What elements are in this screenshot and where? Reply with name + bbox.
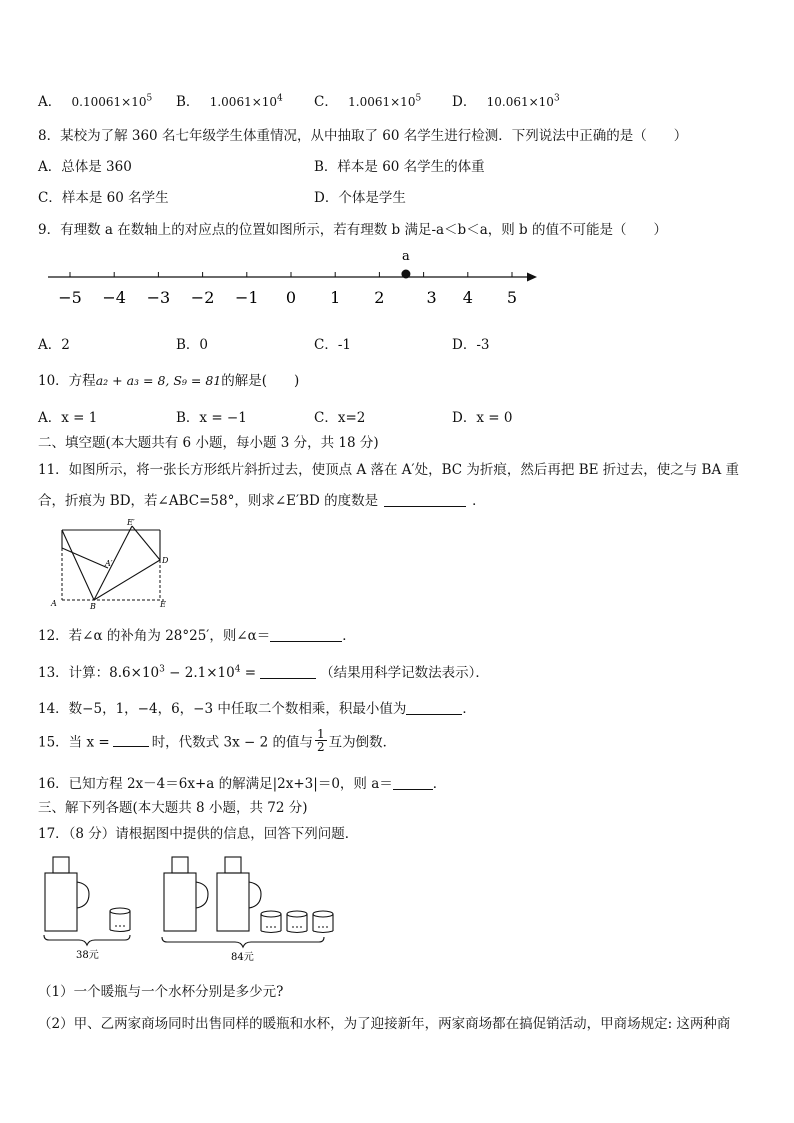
section-3-heading: 三、解下列各题(本大题共 8 小题，共 72 分): [38, 800, 308, 816]
q11-answer-blank[interactable]: [384, 494, 466, 507]
q8-stem: 8．某校为了解 360 名七年级学生体重情况，从中抽取了 60 名学生进行检测．下列说法中正确的是（ ）: [38, 128, 688, 144]
q8-option-d: D．个体是学生: [314, 190, 406, 206]
q7-option-b: B． $1.0061\times 10^4$: [176, 93, 283, 110]
point-a: [401, 270, 410, 279]
price-label-38: 38元: [76, 950, 99, 961]
number-line-tick-label: −3: [146, 288, 171, 307]
q15-answer-blank[interactable]: [113, 734, 149, 747]
q10-option-d: D．x = 0: [452, 410, 513, 426]
q14: 14．数−5，1，−4，6，−3 中任取二个数相乘，积最小值为 ．: [38, 701, 476, 717]
label-a-prime: A′: [105, 559, 113, 568]
section-2-heading: 二、填空题(本大题共有 6 小题，每小题 3 分，共 18 分): [38, 435, 379, 451]
q10-option-b: B．x = −1: [176, 410, 247, 426]
cup-icon: [110, 908, 130, 932]
q11-line2: 合，折痕为 BD，若∠ABC=58°，则求∠E′BD 的度数是 ．: [38, 493, 486, 509]
q8-option-c: C．样本是 60 名学生: [38, 190, 169, 206]
point-a-label: a: [402, 249, 410, 264]
number-line-tick-label: 1: [330, 288, 341, 307]
q16-answer-blank[interactable]: [393, 777, 433, 790]
number-line-tick-label: −1: [235, 288, 259, 307]
q9-option-b: B．0: [176, 337, 209, 353]
q17-stem: 17．（8 分）请根据图中提供的信息，回答下列问题．: [38, 826, 359, 842]
q16: 16．已知方程 2x－4＝6x+a 的解满足|2x+3|＝0，则 a＝ ．: [38, 776, 447, 792]
number-line-tick-label: 5: [506, 288, 518, 307]
label-e-prime: E′: [127, 518, 135, 527]
q8-option-b: B．样本是 60 名学生的体重: [314, 159, 485, 175]
q7-option-d: D． $10.061\times 10^3$: [452, 93, 560, 110]
q10-option-a: A．x = 1: [38, 410, 98, 426]
number-line-tick-label: 4: [462, 288, 473, 307]
price-label-84: 84元: [231, 952, 254, 963]
number-line-tick-label: −2: [190, 288, 215, 307]
cup-icon: [261, 911, 281, 933]
q12: 12．若∠α 的补角为 28°25′，则∠α＝ ．: [38, 628, 356, 644]
label-d: D: [162, 556, 169, 565]
fraction-one-half: $\frac{1}{2}$: [316, 727, 325, 754]
number-line-tick-label: −5: [58, 288, 82, 307]
q9-option-d: D．-3: [452, 337, 490, 353]
number-line-tick-label: 3: [426, 288, 437, 307]
q8-option-a: A．总体是 360: [38, 159, 132, 175]
thermos-icon: [164, 857, 208, 931]
number-line-tick-label: −4: [102, 288, 126, 307]
number-line-tick-label: 0: [285, 288, 297, 307]
thermos-icon: [45, 857, 89, 931]
q11-line1: 11．如图所示，将一张长方形纸片斜折过去，使顶点 A 落在 A′处，BC 为折痕，然后再把 BE 折过去，使之与 BA 重: [38, 462, 740, 478]
q11-folding-figure: [48, 518, 178, 610]
label-e: E: [160, 600, 166, 609]
cup-icon: [313, 911, 333, 933]
q12-answer-blank[interactable]: [270, 629, 342, 642]
q14-answer-blank[interactable]: [406, 702, 462, 715]
q13-answer-blank[interactable]: [260, 666, 316, 679]
q13: 13．计算：$8.6\times 10^3 - 2.1\times 10^4$ = （结果用科学记数法表示）．: [38, 664, 489, 681]
q7-option-c: C． $1.0061\times 10^5$: [314, 93, 422, 110]
q9-option-c: C．-1: [314, 337, 351, 353]
label-a: A: [51, 599, 57, 608]
q15: 15．当 x = 时，代数式 3x − 2 的值与 $\frac{1}{2}$ 互为倒数．: [38, 727, 397, 754]
q17-sub2: （2）甲、乙两家商场同时出售同样的暖瓶和水杯，为了迎接新年，两家商场都在搞促销活动，甲商场规定: 这两种商: [38, 1016, 731, 1032]
q17-thermos-cup-figure: [36, 852, 366, 964]
q17-sub1: （1）一个暖瓶与一个水杯分别是多少元?: [38, 984, 284, 1000]
number-line-tick-label: 2: [374, 288, 385, 307]
q9-number-line: [40, 246, 550, 312]
label-b: B: [90, 602, 96, 610]
cup-icon: [287, 911, 307, 933]
thermos-icon: [217, 857, 261, 931]
q7-option-a: A． $0.10061\times 10^5$: [38, 93, 153, 110]
q9-option-a: A．2: [38, 337, 70, 353]
q10-stem: 10．方程a₂ + a₃ = 8, S₉ = 81的解是( ): [38, 373, 300, 389]
q9-stem: 9．有理数 a 在数轴上的对应点的位置如图所示，若有理数 b 满足-a＜b＜a，则 b 的值不可能是（ ）: [38, 222, 667, 238]
q10-option-c: C．x=2: [314, 410, 366, 426]
